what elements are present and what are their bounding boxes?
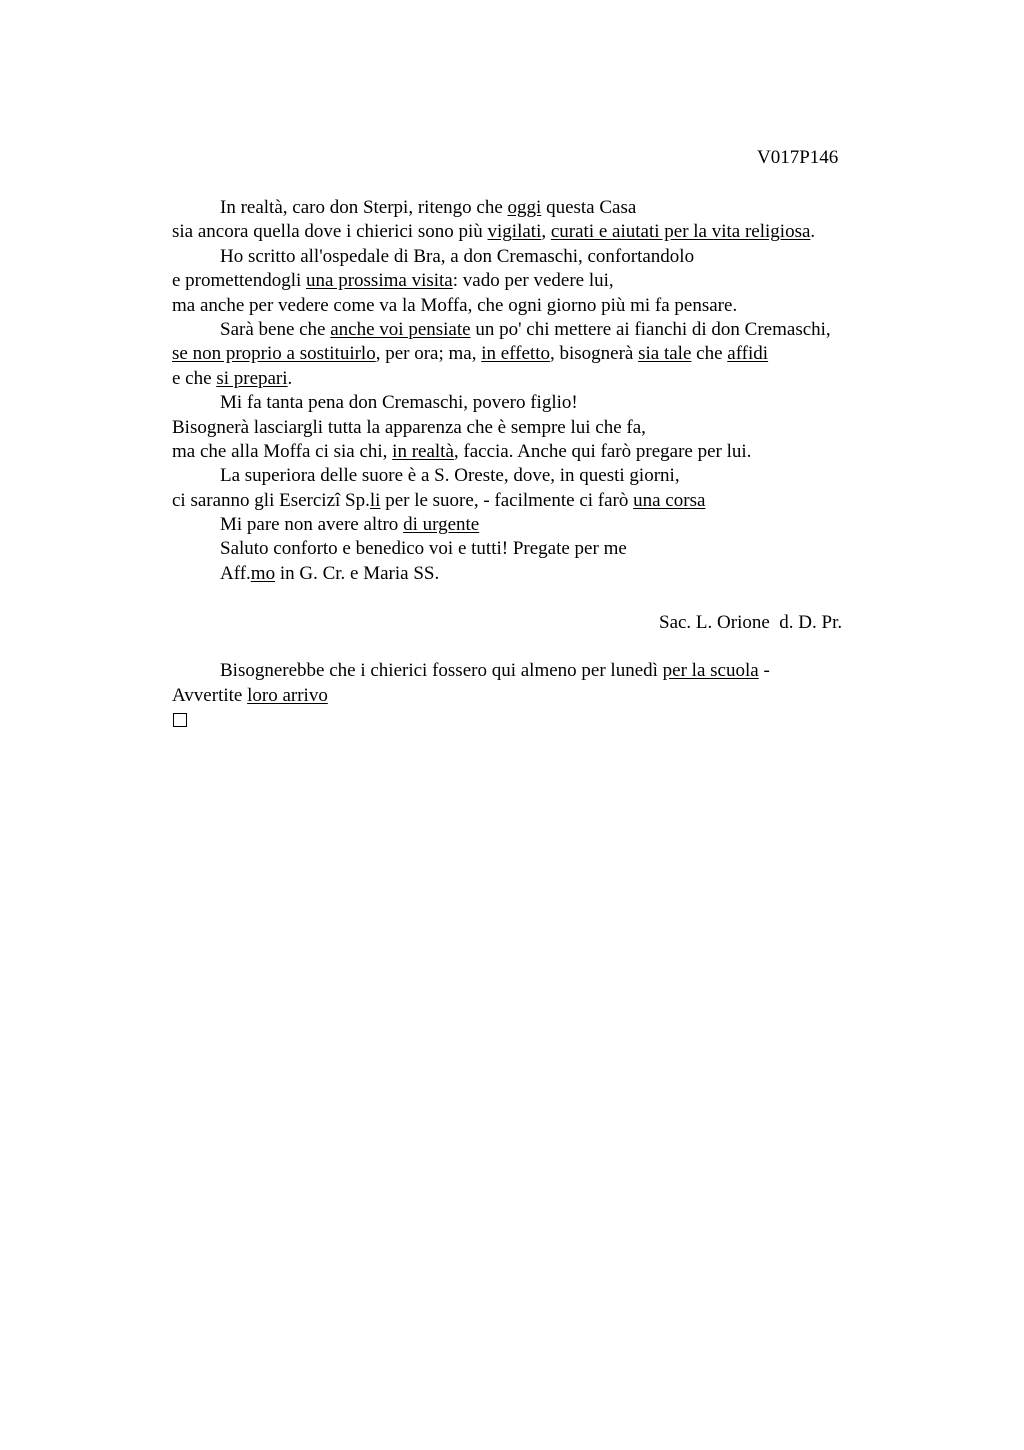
text-line: [172, 196, 932, 220]
underlined-text: vigilati: [487, 221, 542, 243]
text-line: [172, 562, 932, 586]
underlined-text: di urgente: [403, 514, 480, 536]
blank-line: [172, 635, 932, 659]
text-line: [172, 342, 932, 366]
text-run: .: [287, 367, 293, 389]
text-run: ,: [541, 221, 551, 243]
text-run: un po' chi mettere ai fianchi di don Cremaschi,: [470, 318, 831, 340]
text-run: in G. Cr. e Maria SS.: [275, 562, 440, 584]
underlined-text: mo: [250, 562, 276, 584]
text-run: Avvertite: [172, 684, 248, 706]
text-run: ma anche per vedere come va la Moffa, che ogni giorno più mi fa pensare.: [172, 294, 738, 316]
underlined-text: si prepari: [216, 367, 288, 389]
text-run: La superiora delle suore è a S. Oreste, dove, in questi giorni,: [220, 465, 680, 487]
underlined-text: affidi: [727, 343, 769, 365]
text-line: [172, 659, 932, 683]
text-run: che: [691, 343, 728, 365]
text-run: questa Casa: [541, 197, 637, 218]
text-run: Mi pare non avere altro: [220, 514, 404, 536]
signature: [172, 611, 932, 635]
text-run: Mi fa tanta pena don Cremaschi, povero figlio!: [220, 392, 578, 414]
text-line: [172, 294, 932, 318]
text-run: e promettendogli: [172, 270, 307, 292]
underlined-text: in effetto: [481, 343, 550, 365]
underlined-text: li: [369, 489, 381, 511]
text-run: ci saranno gli Esercizi: [172, 489, 341, 511]
underlined-text: anche voi pensiate: [330, 318, 471, 340]
text-line: [172, 440, 932, 464]
text-run: , faccia. Anche qui farò pregare per lui.: [453, 440, 752, 462]
blank-line: [172, 586, 932, 610]
text-run: Bisognerà lasciargli tutta la apparenza che è sempre lui che fa,: [172, 416, 646, 438]
underlined-text: in realtà: [392, 440, 454, 462]
underlined-text: oggi: [507, 197, 542, 218]
underlined-text: una corsa: [633, 489, 706, 511]
text-run: In realtà, caro don Sterpi, ritengo che: [220, 197, 508, 218]
checkbox-square-icon: [173, 713, 187, 727]
text-run: .: [810, 221, 816, 243]
text-line: [172, 269, 932, 293]
text-run: e che: [172, 367, 217, 389]
text-line: [172, 220, 932, 244]
text-line: [172, 708, 932, 732]
text-line: [172, 391, 932, 415]
text-run: -: [758, 660, 770, 682]
text-run: ma che alla Moffa ci sia chi,: [172, 440, 393, 462]
text-line: [172, 513, 932, 537]
underlined-text: sia tale: [638, 343, 692, 365]
text-run: , bisognerà: [549, 343, 639, 365]
text-run: Sp.: [340, 489, 370, 511]
text-line: [172, 684, 932, 708]
underlined-text: per la scuola: [662, 660, 759, 682]
signature-text: Sac. L. Orione d. D. Pr.: [659, 611, 843, 633]
text-run: Saluto conforto e benedico voi e tutti! Pregate per me: [220, 538, 627, 560]
text-run: Ho scritto all'ospedale di Bra, a don Cremaschi, confortandolo: [220, 245, 695, 267]
text-line: [172, 464, 932, 488]
underlined-text: loro arrivo: [247, 684, 328, 706]
text-run: Aff.: [220, 562, 251, 584]
text-run: , per ora; ma,: [375, 343, 482, 365]
text-run: Bisognerebbe che i chierici fossero qui almeno per lunedì: [220, 660, 663, 682]
underlined-text: se non proprio a sostituirlo: [172, 343, 376, 365]
page-reference: V017P146: [757, 147, 839, 168]
text-line: [172, 489, 932, 513]
text-line: [172, 367, 932, 391]
text-line: [172, 537, 932, 561]
underlined-text: una prossima visita: [306, 270, 453, 292]
text-line: [172, 318, 932, 342]
text-run: : vado per vedere lui,: [452, 270, 614, 292]
text-run: Sarà bene che: [220, 318, 331, 340]
underlined-text: curati e aiutati per la vita religiosa: [550, 221, 811, 243]
text-run: per le suore, - facilmente ci farò: [380, 489, 634, 511]
text-line: [172, 416, 932, 440]
letter-body: [172, 196, 932, 733]
text-line: [172, 245, 932, 269]
text-run: sia ancora quella dove i chierici sono più: [172, 221, 488, 243]
